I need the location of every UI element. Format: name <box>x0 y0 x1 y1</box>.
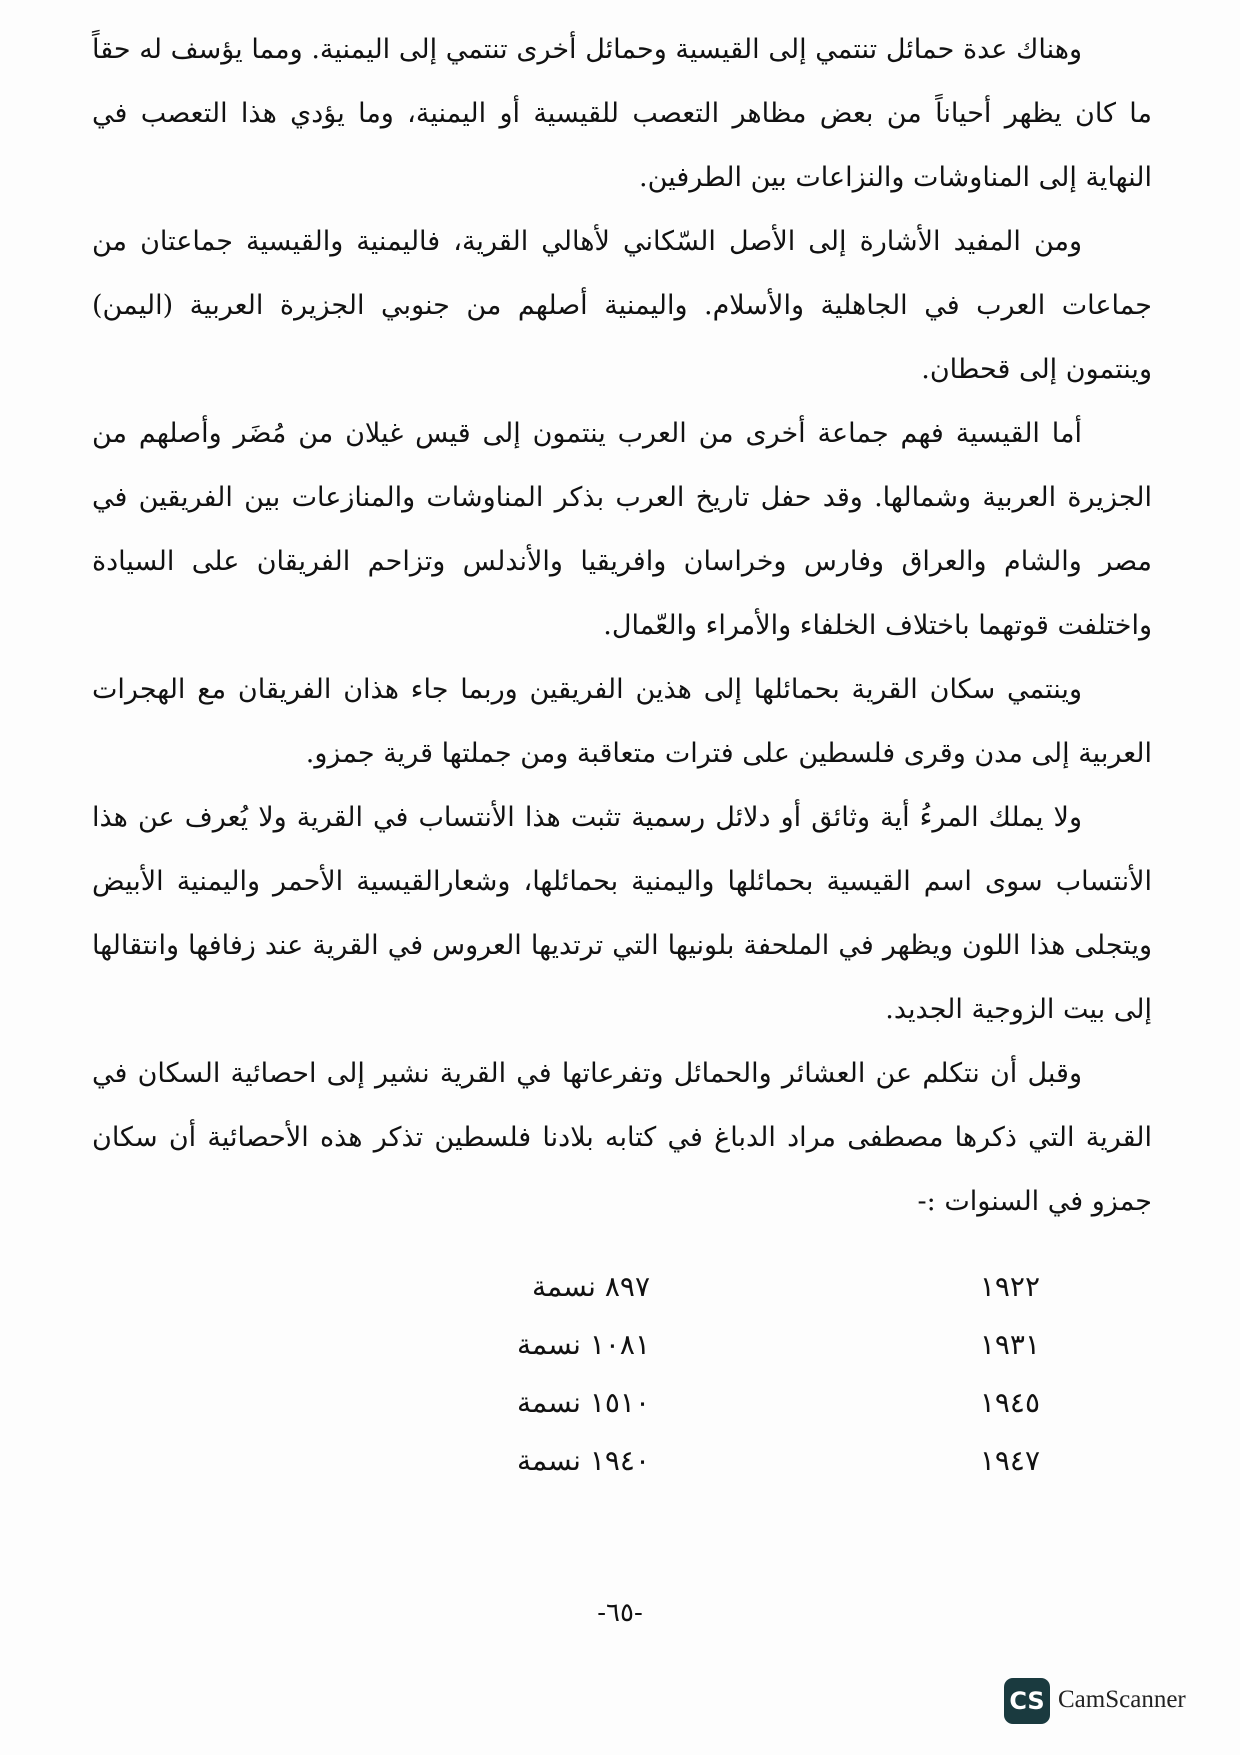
census-population: ١٩٤٠ نسمة <box>516 1444 650 1477</box>
population-row-1922 <box>0 1270 1240 1330</box>
paragraph-1: وهناك عدة حمائل تنتمي إلى القيسية وحمائل أخرى تنتمي إلى اليمنية. ومما يؤسف له حقاً ما كان يظهر أحياناً من بعض مظاهر التعصب للقيسية أو اليمنية، وما يؤدي هذا التعصب في النهاية إلى المناوشات والنزاعات بين الطرفين. <box>92 34 1152 193</box>
population-row-1947 <box>0 1444 1240 1504</box>
page-number: -٦٥- <box>597 1598 643 1628</box>
census-population: ١٥١٠ نسمة <box>516 1386 650 1419</box>
paragraph-4: وينتمي سكان القرية بحمائلها إلى هذين الفريقين وربما جاء هذان الفريقان مع الهجرات العربية إلى مدن وقرى فلسطين على فترات متعاقبة ومن جملتها قرية جمزو. <box>92 674 1152 769</box>
population-row-1945 <box>0 1386 1240 1446</box>
body-text <box>92 18 1152 1234</box>
paragraph-3: أما القيسية فهم جماعة أخرى من العرب ينتمون إلى قيس غيلان من مُضَر وأصلهم من الجزيرة العربية وشمالها. وقد حفل تاريخ العرب بذكر المناوشات والمنازعات بين الفريقين في مصر والشام والعراق وفارس وخراسان وافريقيا والأندلس وتزاحم الفريقان على السيادة واختلفت قوتهما باختلاف الخلفاء والأمراء والعّمال. <box>92 418 1152 641</box>
camscanner-brand-text: CamScanner <box>1058 1686 1186 1713</box>
census-year: ١٩٤٧ <box>979 1444 1040 1477</box>
census-population: ٨٩٧ نسمة <box>532 1270 650 1303</box>
paragraph-6: وقبل أن نتكلم عن العشائر والحمائل وتفرعاتها في القرية نشير إلى احصائية السكان في القرية التي ذكرها مصطفى مراد الدباغ في كتابه بلادنا فلسطين تذكر هذه الأحصائية أن سكان جمزو في السنوات :- <box>92 1058 1152 1217</box>
census-year: ١٩٤٥ <box>979 1386 1040 1419</box>
paragraph-2: ومن المفيد الأشارة إلى الأصل السّكاني لأهالي القرية، فاليمنية والقيسية جماعتان من جماعات العرب في الجاهلية والأسلام. واليمنية أصلهم من جنوبي الجزيرة العربية (اليمن) وينتمون إلى قحطان. <box>92 226 1152 385</box>
paragraph-5: ولا يملك المرءُ أية وثائق أو دلائل رسمية تثبت هذا الأنتساب في القرية ولا يُعرف عن هذا الأنتساب سوى اسم القيسية بحمائلها واليمنية بحمائلها، وشعارالقيسية الأحمر واليمنية الأبيض ويتجلى هذا اللون ويظهر في الملحفة بلونيها التي ترتديها العروس في القرية عند زفافها وانتقالها إلى بيت الزوجية الجديد. <box>92 802 1152 1025</box>
population-table <box>0 1270 1240 1520</box>
camscanner-logo-icon: CS <box>1004 1678 1050 1724</box>
census-year: ١٩٢٢ <box>979 1270 1040 1303</box>
census-population: ١٠٨١ نسمة <box>516 1328 650 1361</box>
census-year: ١٩٣١ <box>979 1328 1040 1361</box>
camscanner-watermark <box>1004 1676 1224 1730</box>
population-row-1931 <box>0 1328 1240 1388</box>
